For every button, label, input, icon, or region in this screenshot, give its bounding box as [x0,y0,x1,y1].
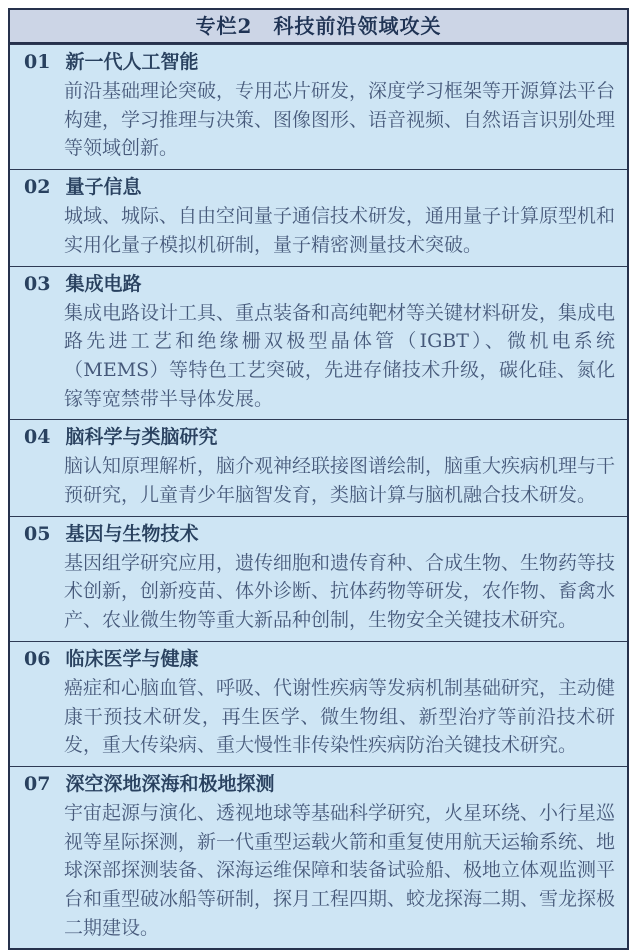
section-row [10,44,627,169]
section-heading [24,270,615,299]
section-title: 基因与生物技术 [65,522,199,545]
section-title: 临床医学与健康 [65,647,199,670]
section-number: 03 [24,272,51,295]
section-row [10,266,627,420]
section-number: 07 [24,772,51,795]
section-number: 02 [24,176,51,199]
section-row [10,641,627,766]
section-title: 新一代人工智能 [65,51,199,73]
section-row [10,766,627,949]
section-heading [24,423,615,452]
section-description: 集成电路设计工具、重点装备和高纯靶材等关键材料研发，集成电路先进工艺和绝缘栅双极型晶体管（IGBT）、微机电系统（MEMS）等特色工艺突破，先进存储技术升级，碳化硅、氮化镓等宽禁带半导体发展。 [64,301,616,410]
section-number: 05 [24,522,51,545]
section-title: 量子信息 [65,176,142,199]
section-heading [24,520,615,549]
section-number: 04 [24,426,51,449]
section-description: 癌症和心脑血管、呼吸、代谢性疾病等发病机制基础研究，主动健康干预技术研发，再生医学、微生物组、新型治疗等前沿技术研发，重大传染病、重大慢性非传染性疾病防治关键技术研究。 [64,676,616,757]
policy-box-table [8,8,629,950]
section-number: 06 [24,647,51,670]
section-row [10,169,627,265]
section-heading [24,48,615,77]
section-heading [24,173,615,202]
section-heading [24,770,615,799]
section-description: 脑认知原理解析，脑介观神经联接图谱绘制，脑重大疾病机理与干预研究，儿童青少年脑智发育，类脑计算与脑机融合技术研发。 [64,455,616,507]
section-heading [24,645,615,674]
box-title: 专栏2 科技前沿领域攻关 [10,10,627,44]
section-description: 宇宙起源与演化、透视地球等基础科学研究，火星环绕、小行星巡视等星际探测，新一代重型运载火箭和重复使用航天运输系统、地球深部探测装备、深海运维保障和装备试验船、极地立体观监测平台和重型破冰船等研制，探月工程四期、蛟龙探海二期、雪龙探极二期建设。 [64,801,616,939]
section-title: 脑科学与类脑研究 [65,426,218,449]
section-description: 前沿基础理论突破，专用芯片研发，深度学习框架等开源算法平台构建，学习推理与决策、图像图形、语音视频、自然语言识别处理等领域创新。 [64,80,616,160]
section-description: 基因组学研究应用，遗传细胞和遗传育种、合成生物、生物药等技术创新，创新疫苗、体外诊断、抗体药物等研发，农作物、畜禽水产、农业微生物等重大新品种创制，生物安全关键技术研究。 [64,551,616,632]
section-title: 集成电路 [65,272,142,295]
section-title: 深空深地深海和极地探测 [65,772,275,795]
section-row [10,516,627,641]
section-row [10,419,627,515]
section-number: 01 [24,51,51,73]
section-description: 城域、城际、自由空间量子通信技术研发，通用量子计算原型机和实用化量子模拟机研制，量子精密测量技术突破。 [64,205,616,256]
